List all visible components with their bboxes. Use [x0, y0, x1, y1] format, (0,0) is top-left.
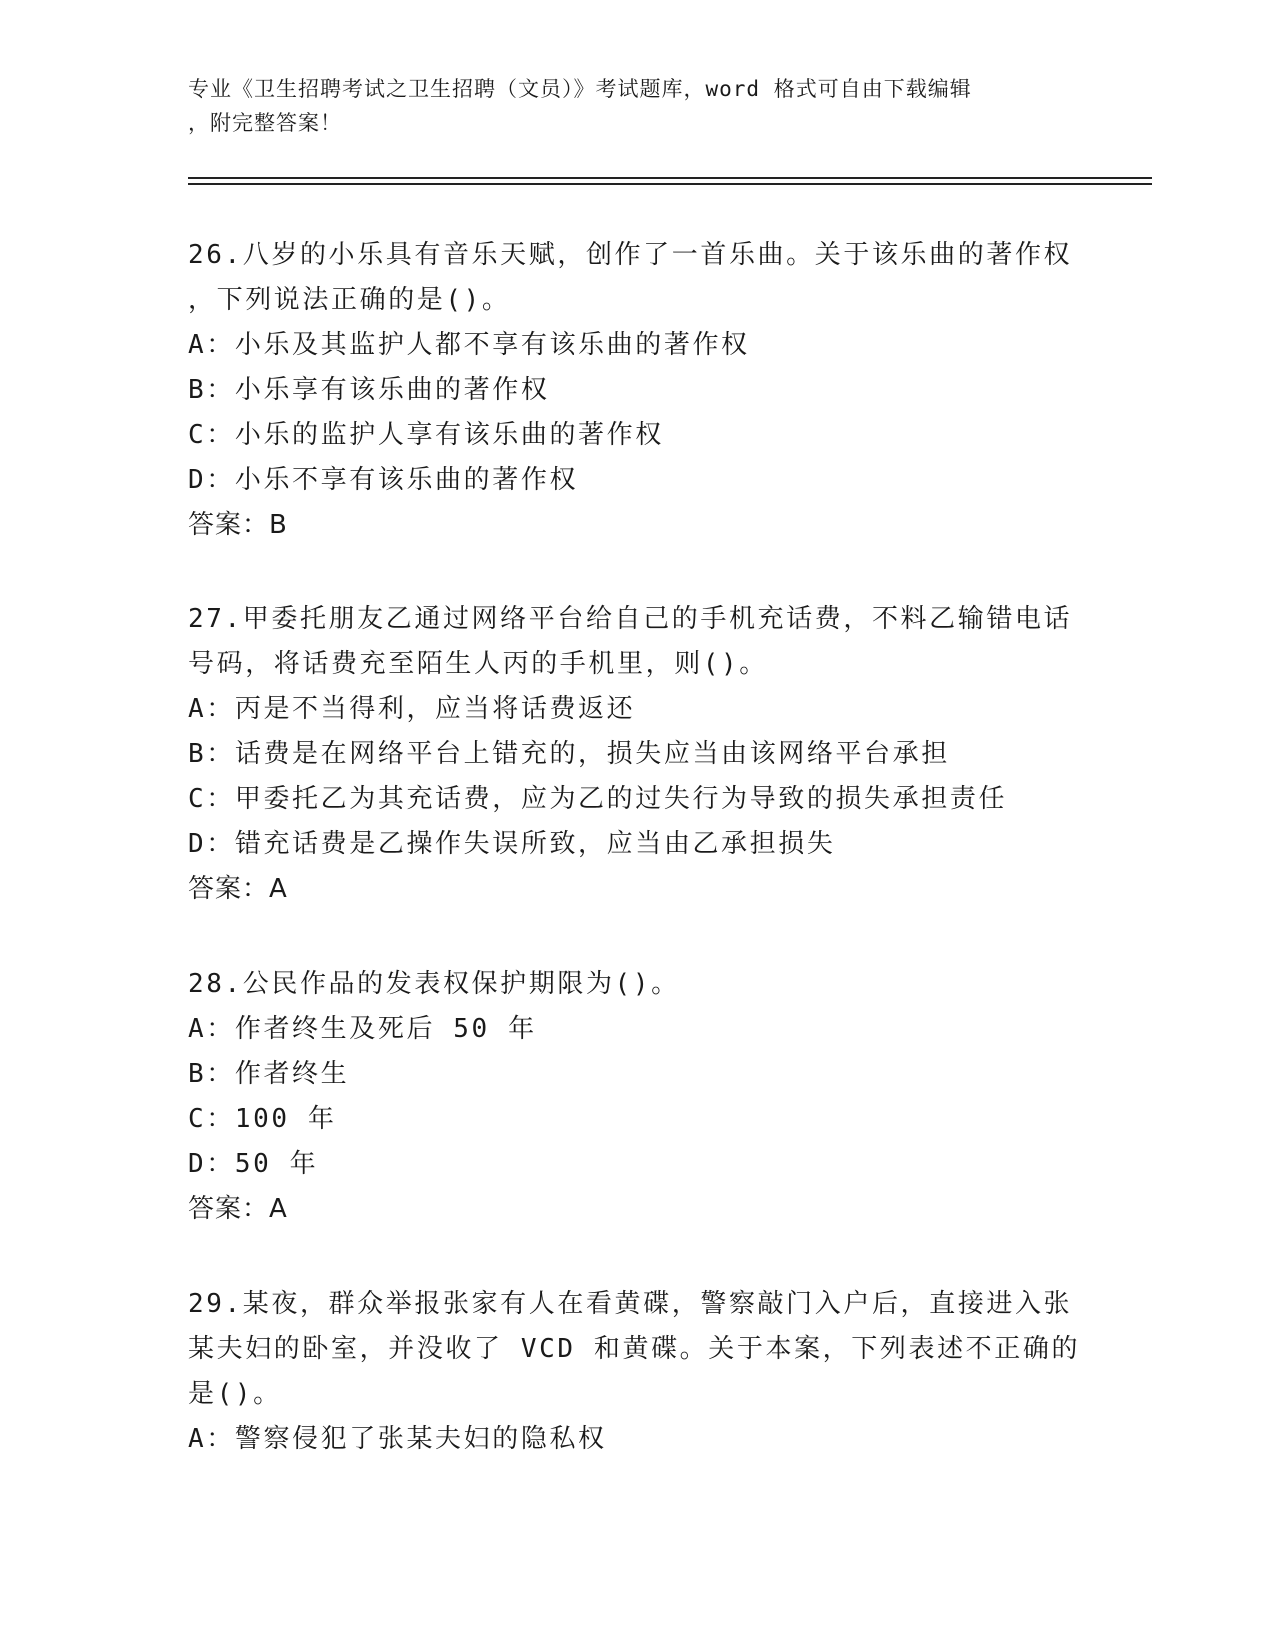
option-c: C：小乐的监护人享有该乐曲的著作权	[188, 420, 664, 450]
header-line-1: 专业《卫生招聘考试之卫生招聘（文员）》考试题库，word 格式可自由下载编辑	[188, 77, 972, 101]
header-line-2: ，附完整答案！	[188, 111, 342, 135]
header-divider-top	[188, 177, 1152, 179]
question-26	[188, 233, 1088, 548]
option-a: A：小乐及其监护人都不享有该乐曲的著作权	[188, 330, 750, 360]
answer: 答案：A	[188, 1194, 288, 1224]
document-header	[188, 72, 1088, 140]
option-b: B：话费是在网络平台上错充的，损失应当由该网络平台承担	[188, 739, 950, 769]
answer: 答案：A	[188, 874, 288, 904]
option-d: D：错充话费是乙操作失误所致，应当由乙承担损失	[188, 829, 836, 859]
option-a: A：警察侵犯了张某夫妇的隐私权	[188, 1424, 607, 1454]
option-c: C：甲委托乙为其充话费，应为乙的过失行为导致的损失承担责任	[188, 784, 1008, 814]
option-b: B：小乐享有该乐曲的著作权	[188, 375, 550, 405]
option-a: A：作者终生及死后 50 年	[188, 1014, 537, 1044]
option-a: A：丙是不当得利，应当将话费返还	[188, 694, 636, 724]
question-text-line: 号码，将话费充至陌生人丙的手机里，则()。	[188, 649, 768, 679]
question-text-line: 是()。	[188, 1379, 282, 1409]
option-d: D：小乐不享有该乐曲的著作权	[188, 465, 579, 495]
question-text-line: 28.公民作品的发表权保护期限为()。	[188, 969, 680, 999]
question-text-line: 27.甲委托朋友乙通过网络平台给自己的手机充话费，不料乙输错电话	[188, 604, 1073, 634]
question-text-line: 26.八岁的小乐具有音乐天赋，创作了一首乐曲。关于该乐曲的著作权	[188, 240, 1073, 270]
question-text-line: ，下列说法正确的是()。	[188, 285, 511, 315]
option-d: D：50 年	[188, 1149, 319, 1179]
option-b: B：作者终生	[188, 1059, 350, 1089]
option-c: C：100 年	[188, 1104, 337, 1134]
question-text-line: 29.某夜，群众举报张家有人在看黄碟，警察敲门入户后，直接进入张	[188, 1289, 1073, 1319]
question-28	[188, 962, 1088, 1232]
question-27	[188, 597, 1088, 912]
answer: 答案：B	[188, 510, 288, 540]
question-text-line: 某夫妇的卧室，并没收了 VCD 和黄碟。关于本案，下列表述不正确的	[188, 1334, 1081, 1364]
question-29	[188, 1282, 1088, 1462]
header-divider-bottom	[188, 183, 1152, 185]
